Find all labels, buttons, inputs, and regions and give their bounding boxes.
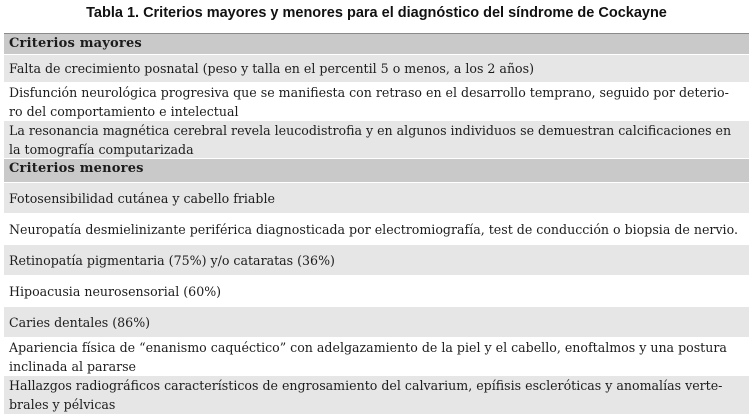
section-title: Criterios menores: [9, 161, 144, 176]
criteria-text: Falta de crecimiento posnatal (peso y talla en el percentil 5 o menos, a los 2 años): [9, 61, 535, 76]
criteria-text: Apariencia física de “enanismo caquéctico” con adelgazamiento de la piel y el cabello, enoftalmos y una postura: [9, 339, 727, 355]
criteria-text: Retinopatía pigmentaria (75%) y/o cataratas (36%): [9, 252, 335, 268]
criteria-table: [4, 33, 749, 415]
criteria-text: inclinada al pararse: [9, 358, 137, 374]
criteria-text: brales y pélvicas: [9, 397, 116, 412]
criteria-row: [4, 83, 749, 121]
criteria-text: Caries dentales (86%): [9, 314, 151, 330]
criteria-row: [4, 55, 749, 83]
section-title: Criterios mayores: [9, 36, 142, 51]
criteria-row: [4, 121, 749, 159]
criteria-row: [4, 276, 749, 307]
criteria-row: [4, 338, 749, 376]
criteria-row: [4, 214, 749, 245]
section-header-minor: [4, 159, 749, 183]
table-caption: Tabla 1. Criterios mayores y menores para el diagnóstico del síndrome de Cockayne: [86, 5, 667, 21]
criteria-text: Fotosensibilidad cutánea y cabello friable: [9, 190, 275, 206]
criteria-row: [4, 376, 749, 415]
criteria-text: Hipoacusia neurosensorial (60%): [9, 283, 222, 299]
section-header-major: [4, 34, 749, 55]
criteria-row: [4, 307, 749, 338]
criteria-text: ro del comportamiento e intelectual: [9, 103, 239, 119]
criteria-text: la tomografía computarizada: [9, 141, 194, 157]
criteria-text: Neuropatía desmielinizante periférica diagnosticada por electromiografía, test de conducción o biopsia de nervio.: [9, 221, 738, 237]
criteria-text: Hallazgos radiográficos característicos de engrosamiento del calvarium, epífisis escleróticas y anomalías verte-: [9, 378, 723, 393]
criteria-row: [4, 183, 749, 214]
criteria-text: Disfunción neurológica progresiva que se manifiesta con retraso en el desarrollo temprano, seguido por deterio-: [9, 84, 729, 100]
criteria-text: La resonancia magnética cerebral revela leucodistrofia y en algunos individuos se demuestran calcificaciones en: [9, 122, 732, 138]
criteria-row: [4, 245, 749, 276]
